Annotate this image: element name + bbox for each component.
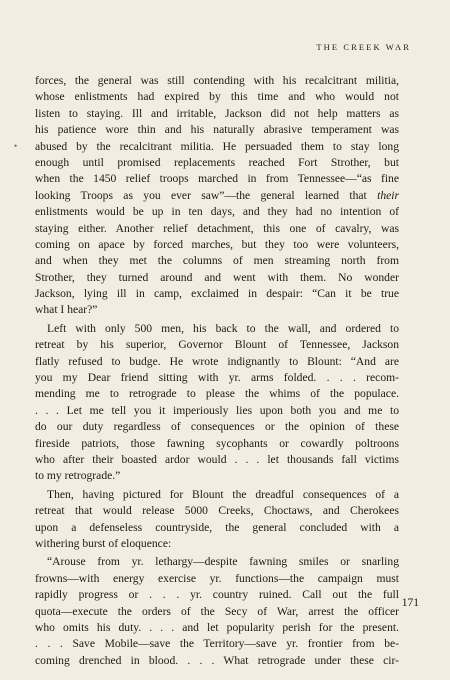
text-line: upon a defenseless countryside, the general concluded with a [35,520,399,534]
text-line: . . . Save Mobile—save the Territory—save yr. frontier from be- [35,637,399,651]
text-line: staying either. Another relief detachment, this one of cavalry, was [35,221,399,235]
text-line: who omits his duty. . . . and let popularity perish for the present. [35,620,399,634]
text-line: retreat that would release 5000 Creeks, Choctaws, and Cherokees [35,504,399,518]
text-line: listen to staying. Ill and irritable, Jackson did not help matters as [35,106,399,120]
text-line: Left with only 500 men, his back to the wall, and ordered to [47,321,399,335]
emphasis: their [377,188,399,202]
running-head: THE CREEK WAR [316,42,411,52]
text-line: forces, the general was still contending with his recalcitrant militia, [35,74,399,87]
text-line: whose enlistments had expired by this time and who would not [35,90,399,104]
text-line: “Arouse from yr. lethargy—despite fawning smiles or snarling [47,555,399,569]
text-line: coming on apace by forced marches, but they too were volunteers, [35,237,399,251]
text-line: flatly refused to budge. He wrote indignantly to Blount: “And are [35,354,399,368]
text-line: Jackson, lying ill in camp, exclaimed in despair: “Can it be true [35,287,399,301]
text-line: you my Dear friend sitting with yr. arms folded. . . . recom- [35,371,399,385]
text-line: rapidly progress or . . . yr. country ruined. Call out the full [35,588,399,602]
paragraph [35,321,399,485]
margin-mark: • [14,141,18,151]
text-line: enlistments would be up in ten days, and they had no intention of [35,205,399,219]
text-line: when the 1450 relief troops marched in from Tennessee—“as fine [35,172,399,186]
text-line: what I hear?” [35,303,98,317]
text-line: looking Troops as you ever saw”—the general learned that their [35,188,399,202]
text-line: Strother, they turned around and went with them. No wonder [35,270,399,284]
text-line: abused by the recalcitrant militia. He persuaded them to stay long [35,139,399,153]
text-line: his patience wore thin and his naturally abrasive temperament was [35,123,399,137]
text-line: mending me to retrograde to please the whims of the populace. [35,387,399,401]
text-line: and when they met the columns of men streaming north from [35,254,399,268]
text-line: withering burst of eloquence: [35,536,172,550]
text-line: coming drenched in blood. . . . What retrograde under these cir- [35,653,399,667]
text-line: . . . Let me tell you it imperiously lies upon both you and me to [35,403,399,417]
paragraph [35,554,399,669]
paragraph [35,73,399,319]
text-line: frowns—with energy exercise yr. functions—the campaign must [35,571,399,585]
text-line: Then, having pictured for Blount the dreadful consequences of a [47,487,399,501]
text-line: retreat by his superior, Governor Blount of Tennessee, Jackson [35,338,399,352]
text-line: enough until promised replacements reached Fort Strother, but [35,155,399,169]
text-line: quota—execute the orders of the Secy of War, arrest the officer [35,604,399,618]
text-line: fireside patriots, those fawning sycophants or cowardly poltroons [35,436,399,450]
body-text [35,73,399,669]
paragraph [35,487,399,553]
page-number: 171 [401,597,419,609]
text-line: who after their boasted ardor would . . . let thousands fall victims [35,452,399,466]
text-line: to my retrograde.” [35,469,121,483]
text-line: do our duty regardless of consequences or the opinion of these [35,420,399,434]
